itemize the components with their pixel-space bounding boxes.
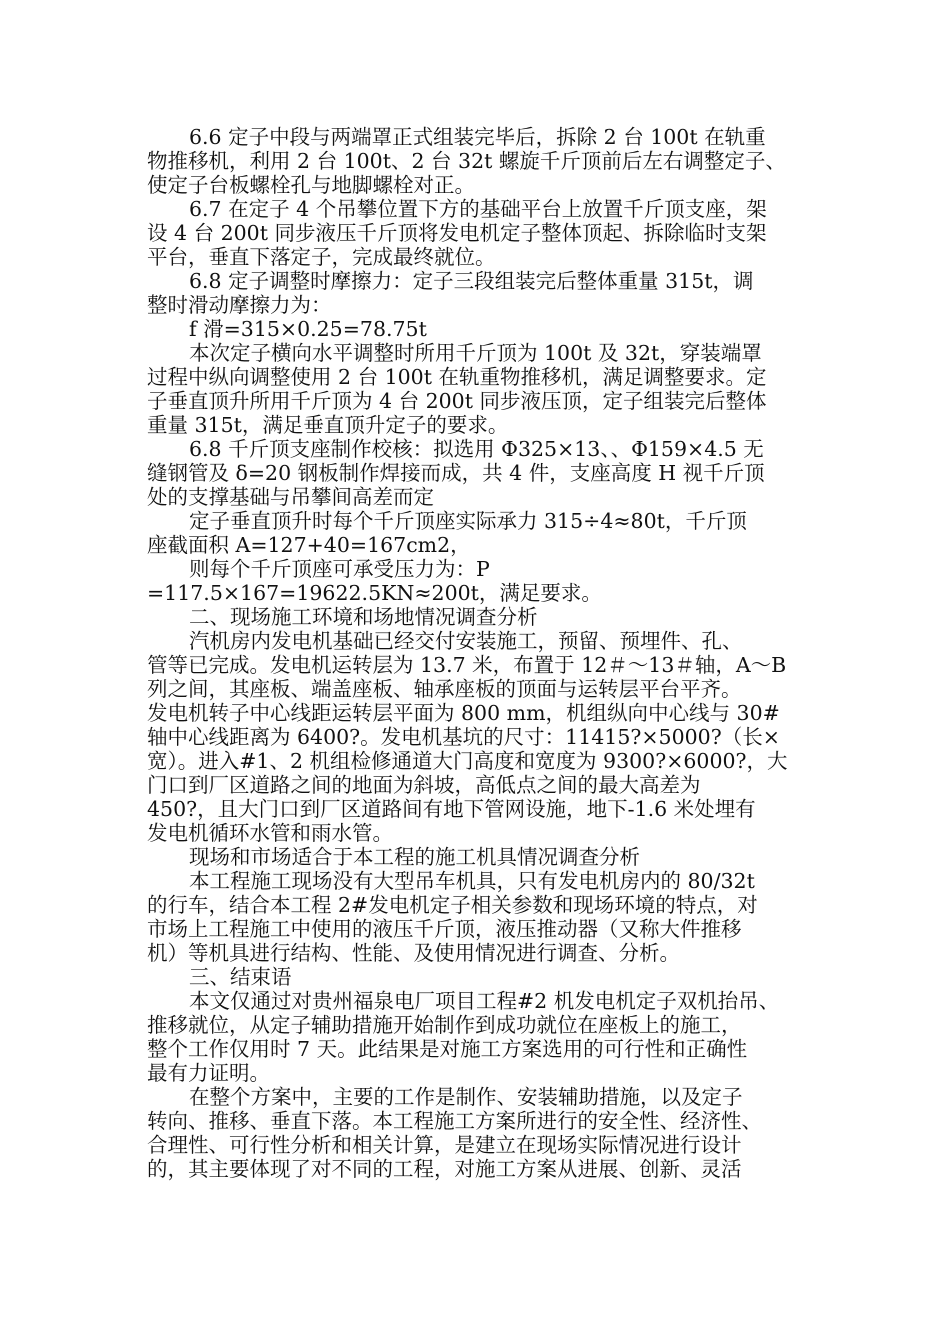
text-line: 推移就位，从定子辅助措施开始制作到成功就位在座板上的施工，: [147, 1013, 742, 1037]
text-line: 使定子台板螺栓孔与地脚螺栓对正。: [147, 173, 475, 197]
text-line: 平台，垂直下落定子，完成最终就位。: [147, 245, 496, 269]
text-line: 宽）。进入#1、2 机组检修通道大门高度和宽度为 9300?×6000?，大: [147, 749, 788, 773]
text-line: 列之间，其座板、端盖座板、轴承座板的顶面与运转层平台平齐。: [147, 677, 742, 701]
text-line: 座截面积 A=127+40=167cm2，: [147, 533, 471, 557]
text-line: 门口到厂区道路之间的地面为斜坡，高低点之间的最大高差为: [147, 773, 701, 797]
text-line: f 滑=315×0.25=78.75t: [189, 317, 427, 341]
text-line: 450?，且大门口到厂区道路间有地下管网设施，地下-1.6 米处埋有: [147, 797, 756, 821]
text-line: 则每个千斤顶座可承受压力为：P: [189, 557, 490, 581]
text-line: 轴中心线距离为 6400?。发电机基坑的尺寸：11415?×5000?（长×: [147, 725, 780, 749]
text-line: 本工程施工现场没有大型吊车机具，只有发电机房内的 80/32t: [189, 869, 755, 893]
text-line: 的，其主要体现了对不同的工程，对施工方案从进展、创新、灵活: [147, 1157, 742, 1181]
document-body: [147, 125, 807, 1181]
text-line: 二、现场施工环境和场地情况调查分析: [189, 605, 538, 629]
text-line: =117.5×167=19622.5KN≈200t，满足要求。: [147, 581, 602, 605]
text-line: 的行车，结合本工程 2#发电机定子相关参数和现场环境的特点，对: [147, 893, 758, 917]
text-line: 定子垂直顶升时每个千斤顶座实际承力 315÷4≈80t，千斤顶: [189, 509, 747, 533]
text-line: 现场和市场适合于本工程的施工机具情况调查分析: [189, 845, 640, 869]
text-line: 整个工作仅用时 7 天。此结果是对施工方案选用的可行性和正确性: [147, 1037, 748, 1061]
text-line: 发电机转子中心线距运转层平面为 800 mm，机组纵向中心线与 30#: [147, 701, 780, 725]
text-line: 转向、推移、垂直下落。本工程施工方案所进行的安全性、经济性、: [147, 1109, 762, 1133]
text-line: 缝钢管及 δ=20 钢板制作焊接而成，共 4 件，支座高度 H 视千斤顶: [147, 461, 765, 485]
text-line: 本文仅通过对贵州福泉电厂项目工程#2 机发电机定子双机抬吊、: [189, 989, 780, 1013]
text-line: 汽机房内发电机基础已经交付安装施工，预留、预埋件、孔、: [189, 629, 743, 653]
text-line: 合理性、可行性分析和相关计算，是建立在现场实际情况进行设计: [147, 1133, 742, 1157]
text-line: 6.6 定子中段与两端罩正式组装完毕后，拆除 2 台 100t 在轨重: [189, 125, 766, 149]
text-line: 最有力证明。: [147, 1061, 270, 1085]
text-line: 设 4 台 200t 同步液压千斤顶将发电机定子整体顶起、拆除临时支架: [147, 221, 767, 245]
text-line: 6.8 定子调整时摩擦力：定子三段组装完后整体重量 315t，调: [189, 269, 754, 293]
text-line: 整时滑动摩擦力为：: [147, 293, 332, 317]
text-line: 管等已完成。发电机运转层为 13.7 米，布置于 12＃～13＃轴，A～B: [147, 653, 787, 677]
text-line: 物推移机，利用 2 台 100t、2 台 32t 螺旋千斤顶前后左右调整定子、: [147, 149, 786, 173]
text-line: 市场上工程施工中使用的液压千斤顶，液压推动器（又称大件推移: [147, 917, 742, 941]
text-line: 子垂直顶升所用千斤顶为 4 台 200t 同步液压顶，定子组装完后整体: [147, 389, 767, 413]
text-line: 本次定子横向水平调整时所用千斤顶为 100t 及 32t，穿装端罩: [189, 341, 762, 365]
text-line: 在整个方案中，主要的工作是制作、安装辅助措施，以及定子: [189, 1085, 743, 1109]
text-line: 6.7 在定子 4 个吊攀位置下方的基础平台上放置千斤顶支座，架: [189, 197, 767, 221]
text-line: 重量 315t，满足垂直顶升定子的要求。: [147, 413, 509, 437]
text-line: 三、结束语: [189, 965, 292, 989]
text-line: 机）等机具进行结构、性能、及使用情况进行调查、分析。: [147, 941, 680, 965]
text-line: 6.8 千斤顶支座制作校核：拟选用 Φ325×13、、Φ159×4.5 无: [189, 437, 764, 461]
text-line: 发电机循环水管和雨水管。: [147, 821, 393, 845]
text-line: 处的支撑基础与吊攀间高差而定: [147, 485, 434, 509]
text-line: 过程中纵向调整使用 2 台 100t 在轨重物推移机，满足调整要求。定: [147, 365, 767, 389]
